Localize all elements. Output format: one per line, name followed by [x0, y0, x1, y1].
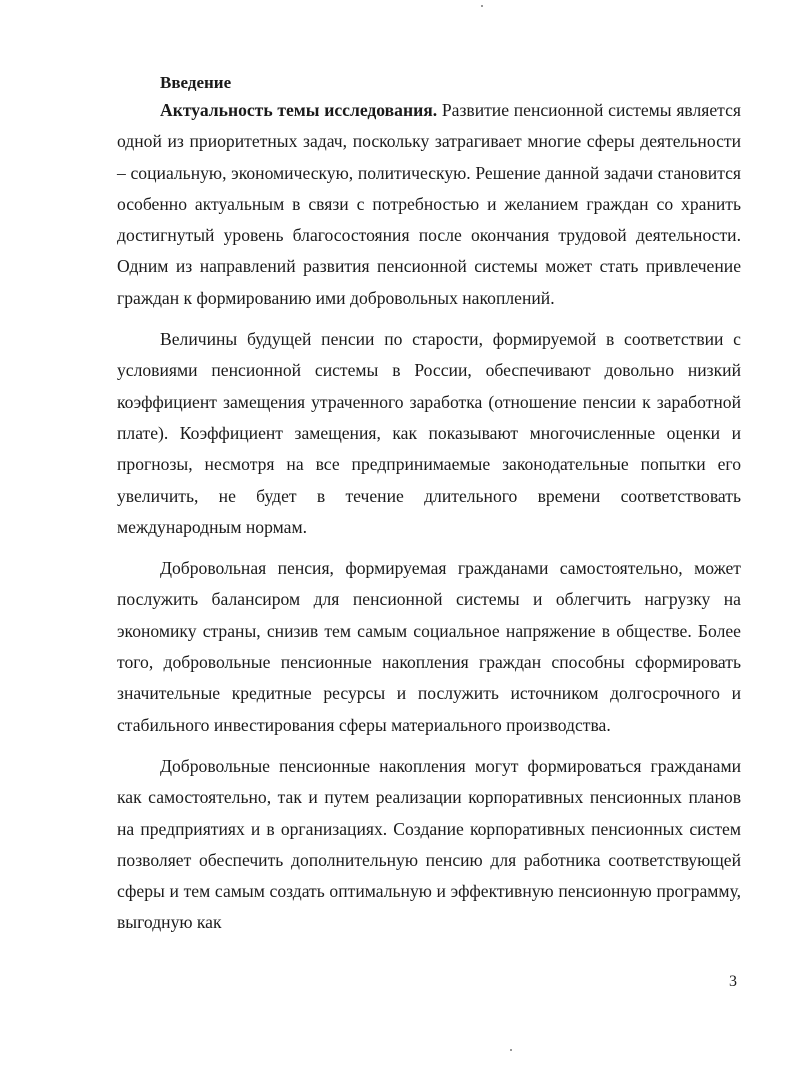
paragraph-text: Развитие пенсионной системы является одной из приоритетных задач, поскольку затрагивает многие сферы деятельности – социальную, экономическую, политическую. Решение данной задачи становится особенно актуальным в связи с потребностью и желанием граждан со хранить достигнутый уровень благосостояния после окончания трудовой деятельности. Одним из направлений развития пенсионной системы может стать привлечение граждан к формированию ими добровольных накоплений.: [117, 100, 741, 308]
scan-speck: [481, 5, 483, 7]
scan-speck: [510, 1049, 512, 1051]
page-number: 3: [729, 973, 737, 990]
paragraph: [117, 95, 741, 314]
paragraph-lead: Актуальность темы исследования.: [160, 100, 438, 120]
paragraph: Добровольные пенсионные накопления могут формироваться гражданами как самостоятельно, так и путем реализации корпоративных пенсионных планов на предприятиях и в организациях. Создание корпоративных пенсионных систем позволяет обеспечить дополнительную пенсию для работника соответствующей сферы и тем самым создать оптимальную и эффективную пенсионную программу, выгодную как: [117, 755, 741, 933]
paragraph: Добровольная пенсия, формируемая гражданами самостоятельно, может послужить балансиром для пенсионной системы и облегчить нагрузку на экономику страны, снизив тем самым социальное напряжение в обществе. Более того, добровольные пенсионные накопления граждан способны сформировать значительные кредитные ресурсы и послужить источником долгосрочного и стабильного инвестирования сферы материального производства.: [117, 558, 741, 735]
section-heading: Введение: [160, 73, 232, 92]
body-text: [117, 95, 741, 949]
paragraph: Величины будущей пенсии по старости, формируемой в соответствии с условиями пенсионной системы в России, обеспечивают довольно низкий коэффициент замещения утраченного заработка (отношение пенсии к заработной плате). Коэффициент замещения, как показывают многочисленные оценки и прогнозы, несмотря на все предпринимаемые законодательные попытки его увеличить, не будет в течение длительного времени соответствовать международным нормам.: [117, 329, 741, 537]
